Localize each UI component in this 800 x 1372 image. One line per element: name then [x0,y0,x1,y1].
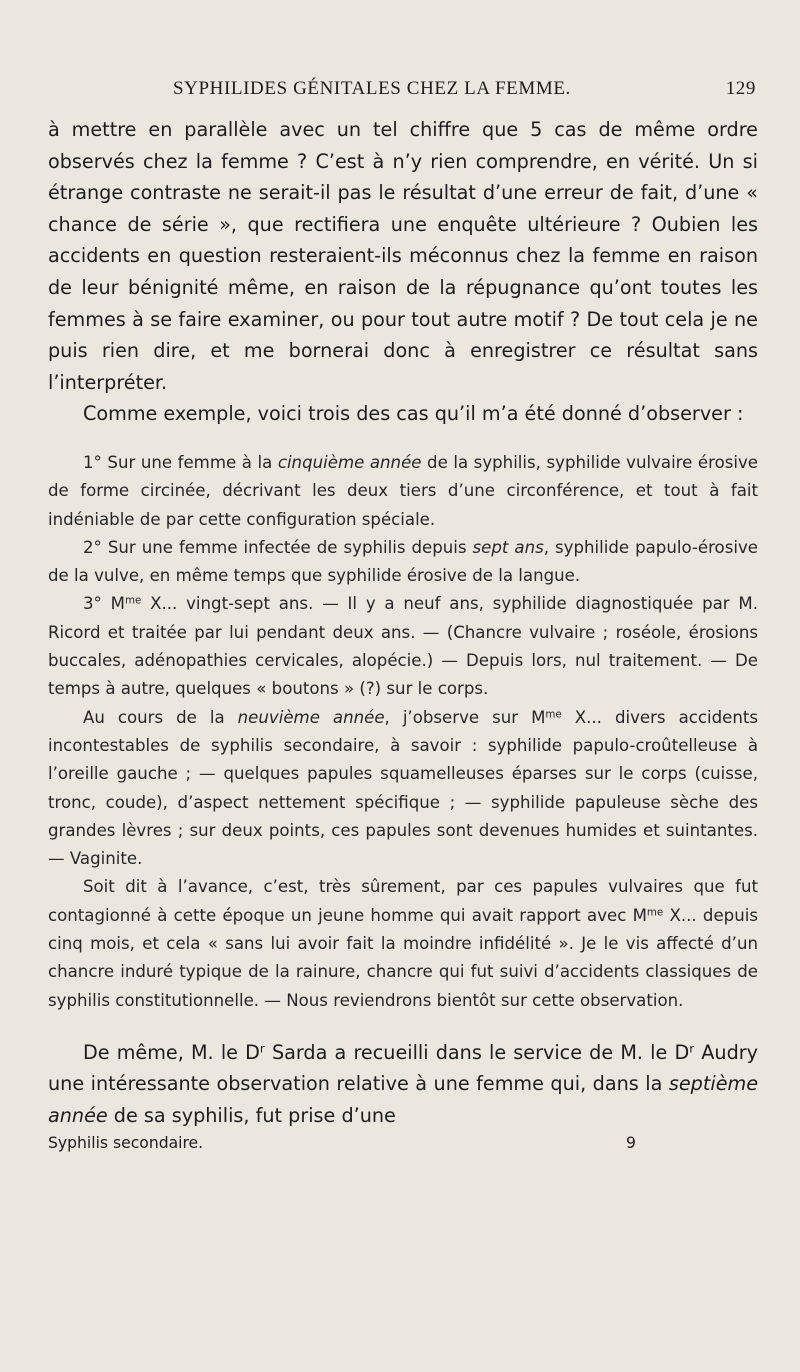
intro-text [48,114,758,430]
case-paragraph-3: 3° $M^{me}$ X... vingt-sept ans. — Il y a neuf ans, syphilide diagnostiquée par M. Ricord et traitée par lui pendant deux ans. — (Chancre vulvaire ; roséole, érosions buccales, adénopathies cervicales, alopécie.) — Depuis lors, nul traitement. — De temps à autre, quelques « boutons » (?) sur le corps. [48,594,758,699]
signature-mark: 9 [626,1133,636,1152]
closing-paragraph: De même, M. le $D^r$ Sarda a recueilli dans le service de M. le $D^r$ Audry une intéressante observation relative à une femme qui, dans la septième année de sa syphilis, fut prise d’une [48,1040,758,1128]
book-page [48,78,758,1158]
running-head [48,78,758,104]
page-number: 129 [725,78,756,99]
case-paragraph-3-note: Soit dit à l’avance, c’est, très sûrement, par ces papules vulvaires que fut contagionné à cette époque un jeune homme qui avait rapport avec $M^{me}$ X... depuis cinq mois, et cela « sans lui avoir fait la moindre infidélité ». Je le vis affecté d’un chancre induré typique de la rainure, chancre qui fut suivi d’accidents classiques de syphilis constitutionnelle. — Nous reviendrons bientôt sur cette observation. [48,877,758,1010]
signature-line: Syphilis secondaire. [48,1133,204,1152]
intro-paragraph: à mettre en parallèle avec un tel chiffre que 5 cas de même ordre observés chez la femme ? C’est à n’y rien comprendre, en vérité. Un si étrange contraste ne serait-il pas le résultat d’une erreur de fait, d’une « chance de série », que rectifiera une enquête ultérieure ? Oubien les accidents en question resteraient-ils méconnus chez la femme en raison de leur bénignité même, en raison de la répugnance qu’ont toutes les femmes à se faire examiner, ou pour tout autre motif ? De tout cela je ne puis rien dire, et me bornerai donc à enregistrer ce résultat sans l’interpréter. [48,118,758,394]
running-title: SYPHILIDES GÉNITALES CHEZ LA FEMME. [173,78,571,99]
page-footer [48,1134,758,1158]
case-observations [48,449,758,1015]
case-paragraph-2: 2° Sur une femme infectée de syphilis depuis sept ans, syphilide papulo-érosive de la vulve, en même temps que syphilide érosive de la langue. [48,537,758,586]
case-paragraph-3-continued: Au cours de la neuvième année, j’observe sur $M^{me}$ X... divers accidents incontestables de syphilis secondaire, à savoir : syphilide papulo-croûtelleuse à l’oreille gauche ; — quelques papules squamelleuses éparses sur le corps (cuisse, tronc, coude), d’aspect nettement spécifique ; — syphilide papuleuse sèche des grandes lèvres ; sur deux points, ces papules sont devenues humides et suintantes. — Vaginite. [48,707,759,869]
closing-text [48,1037,758,1132]
intro-paragraph-examples: Comme exemple, voici trois des cas qu’il m’a été donné d’observer : [83,402,744,426]
case-paragraph-1: 1° Sur une femme à la cinquième année de la syphilis, syphilide vulvaire érosive de forme circinée, décrivant les deux tiers d’une circonférence, et tout à fait indéniable de par cette configuration spéciale. [48,452,759,529]
